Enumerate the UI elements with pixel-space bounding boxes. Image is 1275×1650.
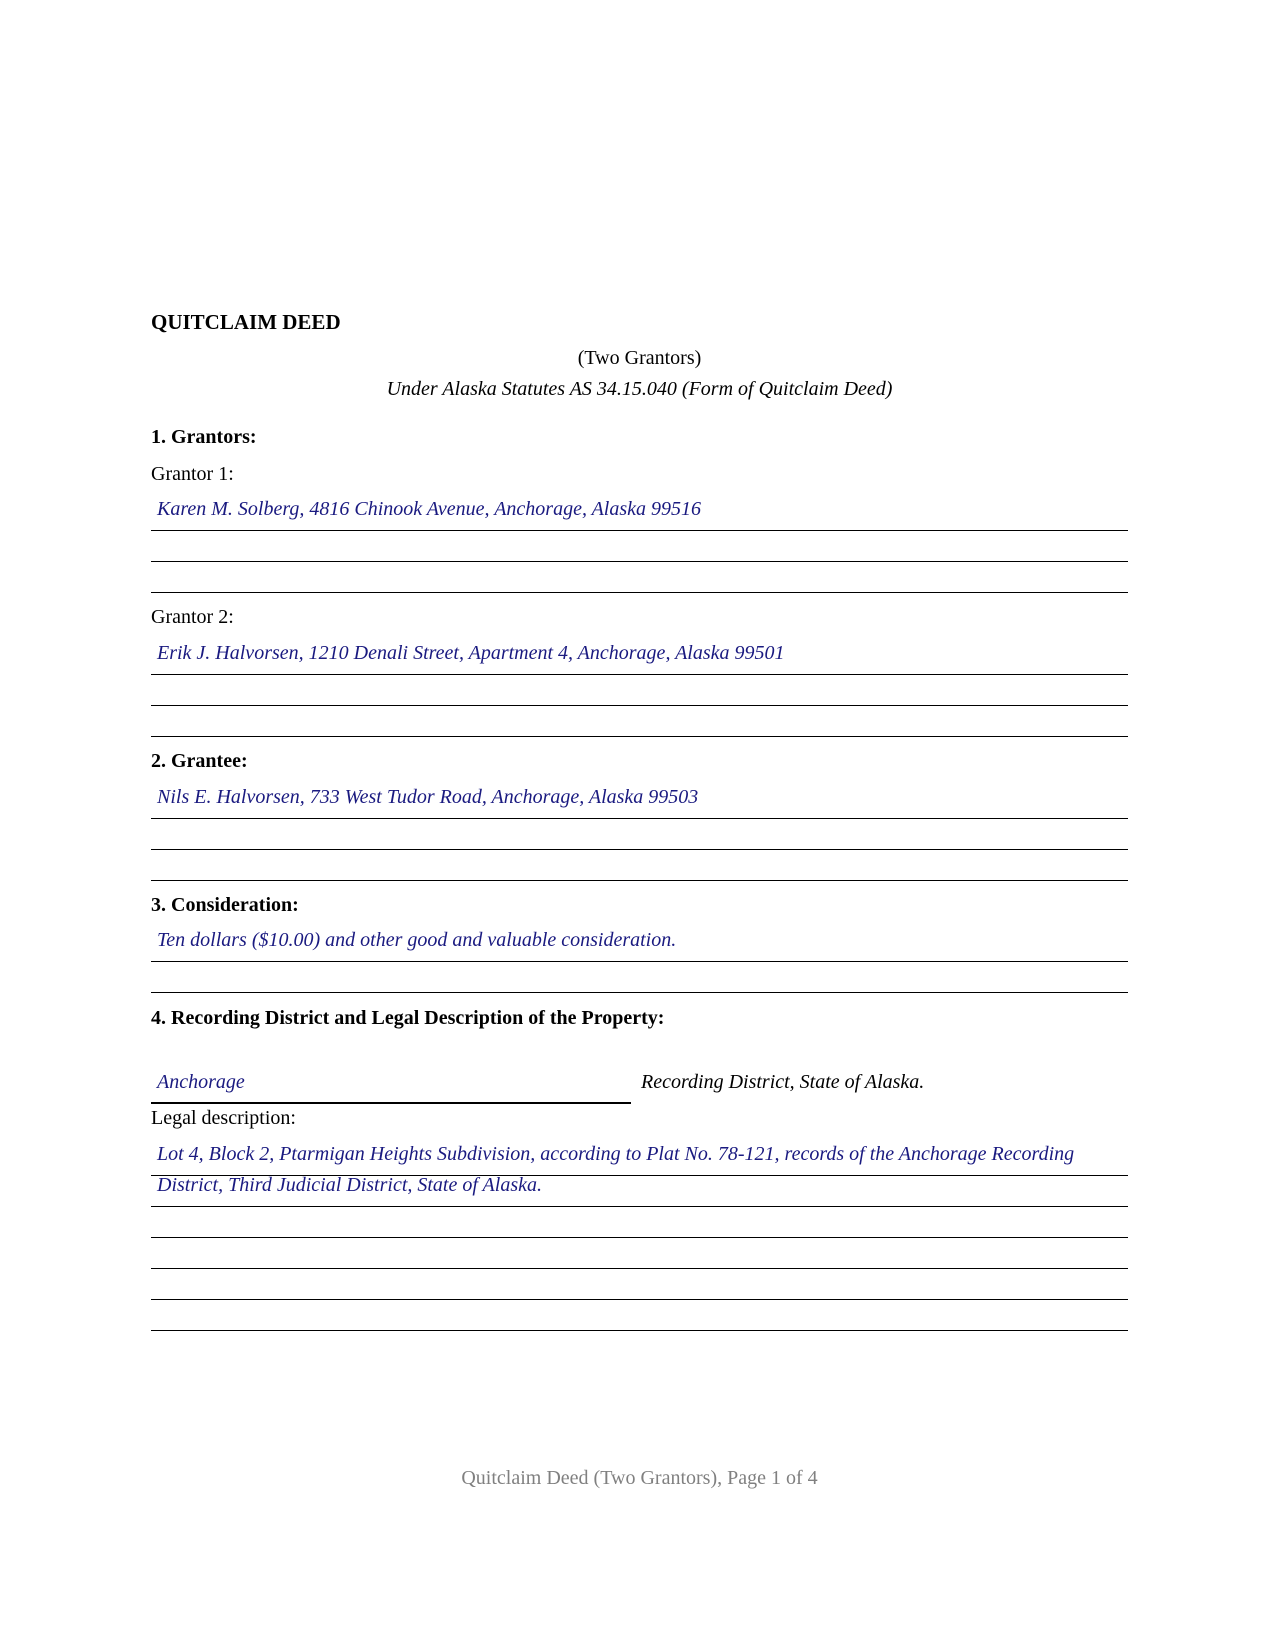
grantor2-label: Grantor 2: <box>151 606 234 628</box>
grantee-heading: 2. Grantee: <box>151 750 248 772</box>
consideration-line-1 <box>151 961 1128 962</box>
grantors-heading: 1. Grantors: <box>151 426 257 448</box>
grantor2-line-1 <box>151 674 1128 675</box>
statute-reference: Under Alaska Statutes AS 34.15.040 (Form of Quitclaim Deed) <box>386 378 893 400</box>
consideration-heading: 3. Consideration: <box>151 894 299 916</box>
recording-district-field[interactable]: Anchorage <box>157 1071 245 1093</box>
page-footer: Quitclaim Deed (Two Grantors), Page 1 of 4 <box>461 1467 818 1489</box>
consideration-field[interactable]: Ten dollars ($10.00) and other good and valuable consideration. <box>157 929 677 951</box>
grantor1-line-3 <box>151 592 1128 593</box>
legal-line-4 <box>151 1268 1128 1269</box>
grantee-field[interactable]: Nils E. Halvorsen, 733 West Tudor Road, Anchorage, Alaska 99503 <box>157 786 699 808</box>
document-title: QUITCLAIM DEED <box>151 310 341 334</box>
grantee-line-2 <box>151 849 1128 850</box>
legal-line-3 <box>151 1237 1128 1238</box>
grantor1-line-1 <box>151 530 1128 531</box>
grantor1-line-2 <box>151 561 1128 562</box>
legal-line-5 <box>151 1299 1128 1300</box>
grantee-line-3 <box>151 880 1128 881</box>
consideration-line-2 <box>151 992 1128 993</box>
legal-description-line-1-text[interactable]: Lot 4, Block 2, Ptarmigan Heights Subdivision, according to Plat No. 78-121, records of the Anchorage Recording <box>157 1143 1075 1165</box>
legal-line-2 <box>151 1206 1128 1207</box>
grantor1-field[interactable]: Karen M. Solberg, 4816 Chinook Avenue, Anchorage, Alaska 99516 <box>157 498 702 520</box>
grantee-line-1 <box>151 818 1128 819</box>
legal-description-line-2-text[interactable]: District, Third Judicial District, State of Alaska. <box>157 1174 542 1196</box>
grantor2-line-3 <box>151 736 1128 737</box>
grantor2-line-2 <box>151 705 1128 706</box>
property-heading: 4. Recording District and Legal Description of the Property: <box>151 1007 665 1029</box>
recording-district-line <box>151 1102 631 1104</box>
grantor2-field[interactable]: Erik J. Halvorsen, 1210 Denali Street, Apartment 4, Anchorage, Alaska 99501 <box>157 642 785 664</box>
legal-line-6 <box>151 1330 1128 1331</box>
recording-district-suffix: Recording District, State of Alaska. <box>641 1071 925 1093</box>
legal-description-label: Legal description: <box>151 1107 296 1129</box>
grantor1-label: Grantor 1: <box>151 463 234 485</box>
document-subtitle: (Two Grantors) <box>577 347 702 369</box>
